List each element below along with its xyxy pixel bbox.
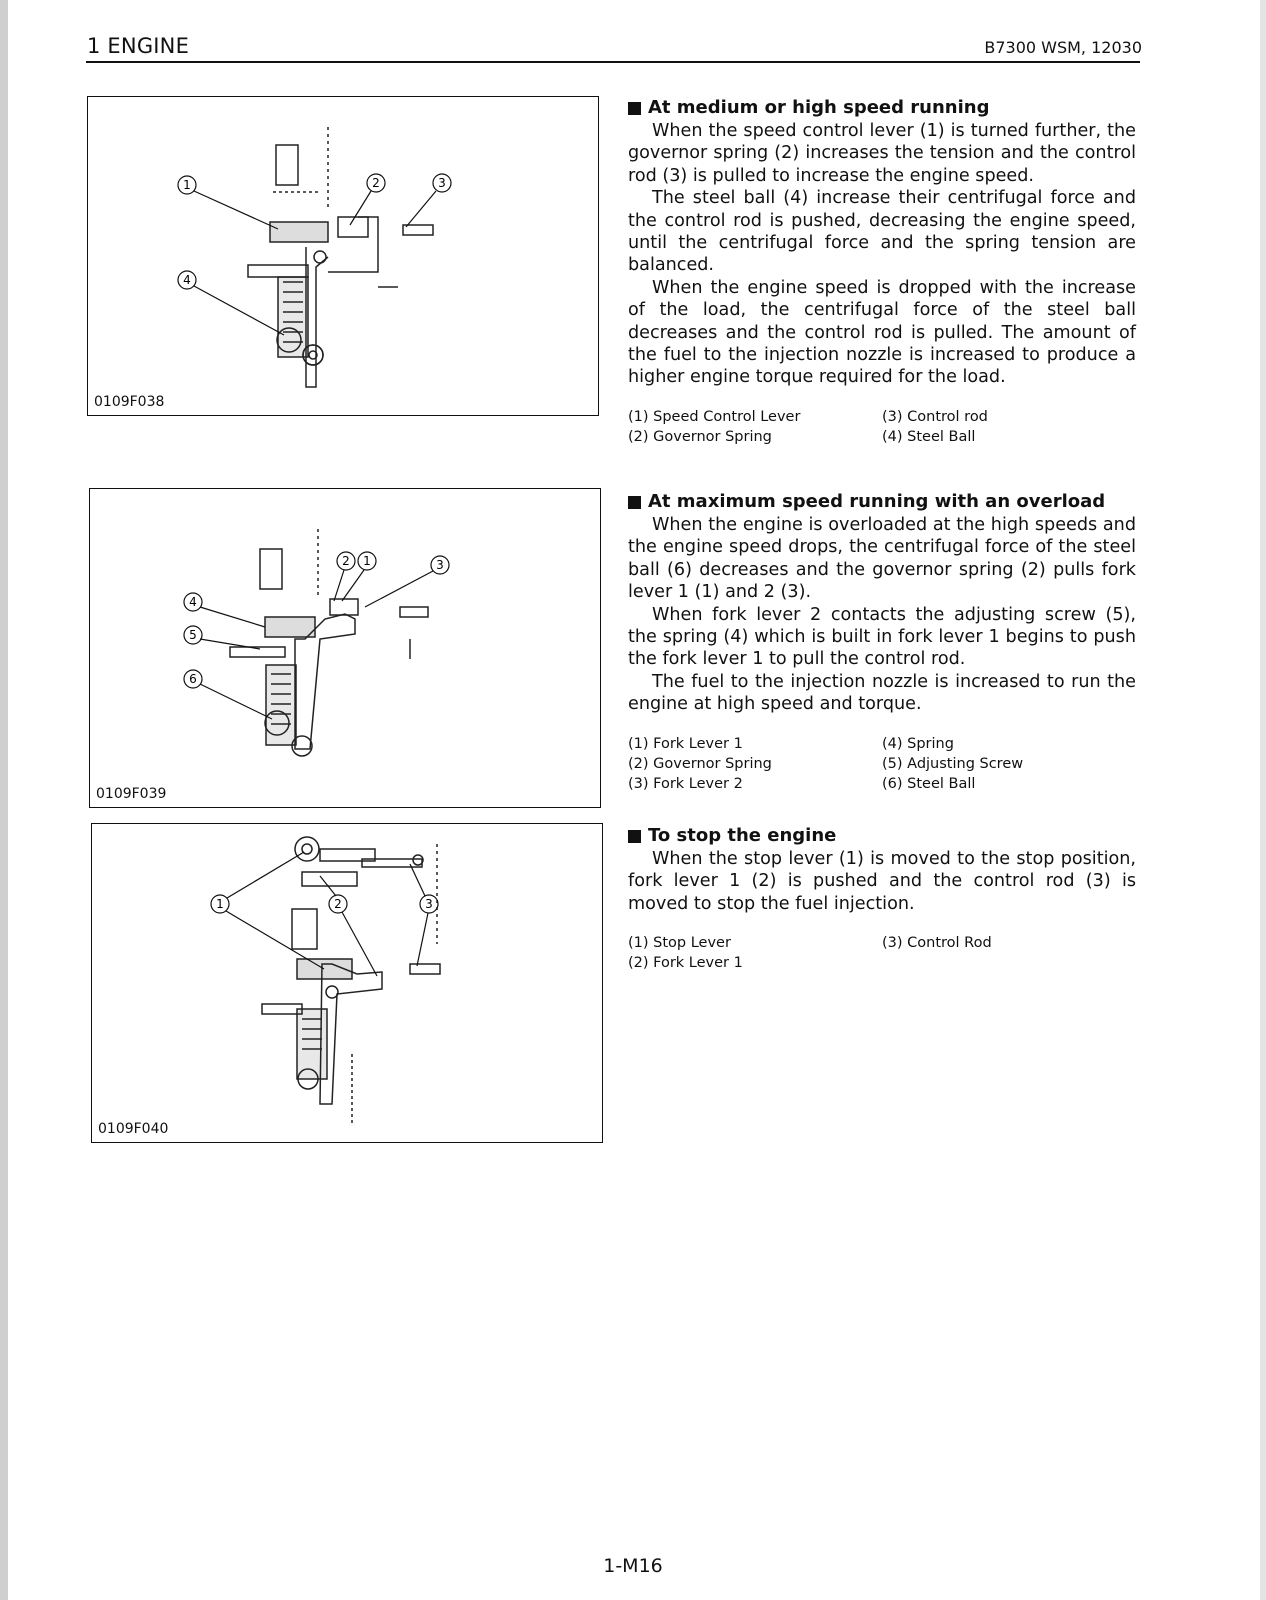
legend-item: (1) Stop Lever [628, 935, 731, 952]
header-rule [86, 61, 1140, 63]
callout-2: 2 [372, 176, 380, 190]
section-medium-high-speed [628, 96, 1136, 447]
paragraph: When the engine speed is dropped with the increase of the load, the centrifugal force of the steel ball decreases and the control rod is pulled. The amount of the fuel to the injection nozzle is increased to produce a higher engine torque required for the load. [628, 277, 1136, 388]
governor-diagram-3 [92, 824, 602, 1142]
manual-reference: B7300 WSM, 12030 [984, 38, 1142, 57]
legend-row [628, 953, 1136, 973]
callout-6: 6 [189, 672, 197, 686]
paragraph: When the stop lever (1) is moved to the stop position, fork lever 1 (2) is pushed and the control rod (3) is moved to stop the fuel injection. [628, 849, 1136, 914]
legend [628, 734, 1136, 794]
legend-item [882, 953, 1136, 973]
page-edge-shadow-right [1260, 0, 1266, 1600]
legend-item: (5) Adjusting Screw [882, 755, 1024, 772]
callout-1: 1 [216, 897, 224, 911]
legend-item: (3) Control Rod [882, 935, 992, 952]
callout-4: 4 [189, 595, 197, 609]
section-title: To stop the engine [648, 825, 837, 846]
figure-governor-medium-speed [87, 96, 599, 416]
figure-governor-stop [91, 823, 603, 1143]
legend-item: (2) Governor Spring [628, 428, 772, 445]
callout-5: 5 [189, 628, 197, 642]
legend-row [628, 774, 1136, 794]
legend [628, 933, 1136, 973]
legend-row [628, 734, 1136, 754]
page-number: 1-M16 [603, 1555, 663, 1577]
legend-item: (1) Speed Control Lever [628, 408, 801, 425]
paragraph: When the speed control lever (1) is turned further, the governor spring (2) increases the tension and the control rod (3) is pulled to increase the engine speed. [628, 121, 1136, 186]
callout-3: 3 [425, 897, 433, 911]
legend-item: (6) Steel Ball [882, 775, 976, 792]
bullet-square-icon [628, 496, 641, 509]
bullet-square-icon [628, 830, 641, 843]
figure-code: 0109F040 [98, 1121, 169, 1137]
callout-3: 3 [436, 558, 444, 572]
section-heading [628, 824, 1136, 848]
legend-row [628, 427, 1136, 447]
chapter-title: 1 ENGINE [87, 34, 190, 58]
page-edge-shadow [0, 0, 8, 1600]
paragraph: The fuel to the injection nozzle is increased to run the engine at high speed and torque. [628, 671, 1136, 715]
legend-row [628, 754, 1136, 774]
callout-1: 1 [183, 178, 191, 192]
legend-item: (2) Fork Lever 1 [628, 955, 743, 972]
callout-4: 4 [183, 273, 191, 287]
figure-governor-overload [89, 488, 601, 808]
callout-3: 3 [438, 176, 446, 190]
legend-row [628, 933, 1136, 953]
legend-row [628, 407, 1136, 427]
legend-item: (2) Governor Spring [628, 755, 772, 772]
legend-item: (3) Fork Lever 2 [628, 775, 743, 792]
paragraph: When the engine is overloaded at the high speeds and the engine speed drops, the centrifugal force of the steel ball (6) decreases and the governor spring (2) pulls fork lever 1 (1) and 2 (3). [628, 515, 1136, 603]
section-max-speed-overload [628, 490, 1136, 794]
section-heading [628, 96, 1136, 120]
paragraph: The steel ball (4) increase their centrifugal force and the control rod is pushed, decreasing the engine speed, until the centrifugal force and the spring tension are balanced. [628, 188, 1136, 276]
legend-item: (1) Fork Lever 1 [628, 735, 743, 752]
governor-diagram-1 [88, 97, 598, 415]
governor-diagram-2 [90, 489, 600, 807]
callout-2: 2 [342, 554, 350, 568]
legend [628, 407, 1136, 447]
legend-item: (4) Steel Ball [882, 428, 976, 445]
legend-item: (4) Spring [882, 735, 954, 752]
section-title: At maximum speed running with an overload [648, 491, 1106, 512]
callout-2: 2 [334, 897, 342, 911]
section-heading [628, 490, 1136, 514]
figure-code: 0109F038 [94, 394, 165, 410]
section-stop-engine [628, 824, 1136, 973]
bullet-square-icon [628, 102, 641, 115]
paragraph: When fork lever 2 contacts the adjusting screw (5), the spring (4) which is built in fork lever 1 begins to push the fork lever 1 to pull the control rod. [628, 604, 1136, 670]
legend-item: (3) Control rod [882, 408, 988, 425]
section-title: At medium or high speed running [648, 97, 990, 118]
figure-code: 0109F039 [96, 786, 167, 802]
callout-1: 1 [363, 554, 371, 568]
